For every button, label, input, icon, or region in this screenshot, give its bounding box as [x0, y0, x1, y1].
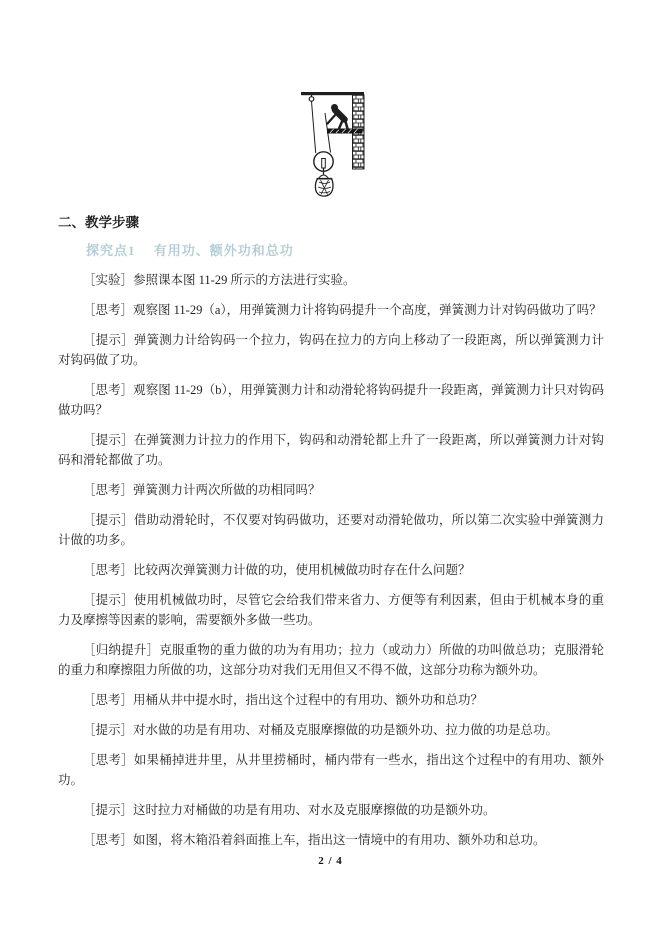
pulley-figure-svg [293, 85, 377, 207]
paragraph-think: ［思考］比较两次弹簧测力计做的功，使用机械做功时存在什么问题？ [83, 563, 471, 577]
paragraph-hint: ［提示］弹簧测力计给钩码一个拉力，钩码在拉力的方向上移动了一段距离，所以弹簧测力计对钩码做了功。 [58, 333, 604, 367]
explore-point-heading: 探究点1 有用功、额外功和总功 [86, 243, 294, 258]
ceiling-hook [309, 97, 314, 102]
bucket [315, 175, 333, 196]
paragraph-hint: ［提示］在弹簧测力计拉力的作用下，钩码和动滑轮都上升了一段距离，所以弹簧测力计对钩码和滑轮都做了功。 [58, 433, 604, 467]
page-number-footer: 2 / 4 [318, 855, 343, 867]
paragraph-think: ［思考］如果桶掉进井里，从井里捞桶时，桶内带有一些水，指出这个过程中的有用功、额外功。 [58, 753, 604, 787]
pulley-lift-illustration [293, 85, 377, 207]
paragraph-hint: ［提示］借助动滑轮时，不仅要对钩码做功，还要对动滑轮做功，所以第二次实验中弹簧测力计做的功多。 [58, 513, 604, 547]
paragraph-hint: ［提示］对水做的功是有用功、对桶及克服摩擦做的功是额外功、拉力做的功是总功。 [83, 723, 559, 737]
person-figure [328, 104, 348, 129]
movable-pulley [314, 152, 333, 175]
fixed-rope [312, 101, 316, 153]
paragraph-hint: ［提示］使用机械做功时，尽管它会给我们带来省力、方便等有利因素，但由于机械本身的重力及摩擦等因素的影响，需要额外多做一些功。 [58, 593, 604, 627]
paragraph-think: ［思考］如图，将木箱沿着斜面推上车，指出这一情境中的有用功、额外功和总功。 [83, 833, 546, 847]
paragraph-think: ［思考］观察图 11-29（a），用弹簧测力计将钩码提升一个高度，弹簧测力计对钩码做功了吗？ [83, 303, 602, 317]
paragraph-summary: ［归纳提升］克服重物的重力做的功为有用功；拉力（或动力）所做的功叫做总功；克服滑轮的重力和摩擦阻力所做的功，这部分功对我们无用但又不得不做，这部分功称为额外功。 [58, 643, 604, 677]
section-heading: 二、教学步骤 [58, 215, 139, 230]
paragraph-think: ［思考］弹簧测力计两次所做的功相同吗？ [83, 483, 321, 497]
paragraph-think: ［思考］观察图 11-29（b），用弹簧测力计和动滑轮将钩码提升一段距离，弹簧测力计只对钩码做功吗？ [58, 383, 604, 417]
paragraph-hint: ［提示］这时拉力对桶做的功是有用功、对水及克服摩擦做的功是额外功。 [83, 803, 496, 817]
lesson-body [58, 214, 604, 850]
paragraph-think: ［思考］用桶从井中提水时，指出这个过程中的有用功、额外功和总功？ [83, 693, 484, 707]
paragraph-experiment: ［实验］参照课本图 11-29 所示的方法进行实验。 [83, 273, 356, 287]
